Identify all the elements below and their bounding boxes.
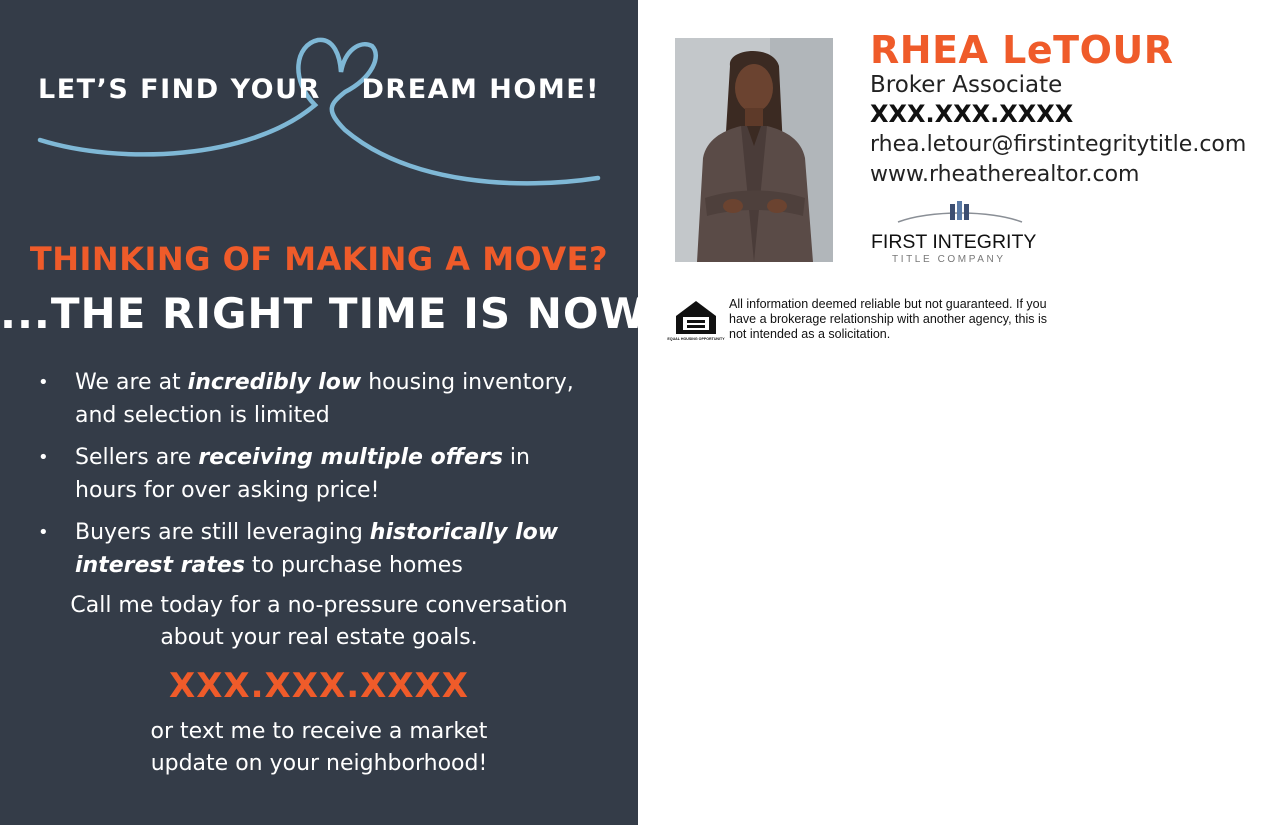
bullet-emphasis: incredibly low: [187, 370, 362, 395]
text-me-line: or text me to receive a market: [150, 719, 488, 744]
right-time-heading: ...THE RIGHT TIME IS NOW!: [0, 289, 668, 338]
agent-email[interactable]: rhea.letour@firstintegritytitle.com: [870, 132, 1247, 157]
bullet-text: to purchase homes: [244, 553, 463, 578]
bullet-emphasis: historically low interest rates: [75, 520, 559, 578]
agent-title: Broker Associate: [870, 72, 1063, 98]
agent-website[interactable]: www.rheatherealtor.com: [870, 162, 1140, 187]
bullet-text: Sellers are: [75, 445, 199, 470]
disclaimer: All information deemed reliable but not guaranteed. If you have a brokerage relationship with another agency, this is not intended as a solicitation.: [729, 297, 1048, 341]
bullet-list: [32, 366, 592, 591]
bullet-icon: •: [38, 522, 49, 543]
agent-name: RHEA LeTOUR: [870, 28, 1174, 72]
agent-phone: XXX.XXX.XXXX: [870, 100, 1074, 128]
logo-line2: TITLE COMPANY: [892, 254, 1006, 265]
bullet-emphasis: receiving multiple offers: [198, 445, 503, 470]
list-item: [32, 516, 592, 582]
logo-line1: FIRST INTEGRITY: [871, 231, 1037, 253]
headline-left: LET’S FIND YOUR: [38, 74, 321, 105]
bullet-text: We are at: [75, 370, 188, 395]
list-item: [32, 366, 592, 432]
headline-right: DREAM HOME!: [361, 74, 600, 105]
equal-housing-icon: [667, 298, 725, 344]
equal-housing-text: EQUAL HOUSING OPPORTUNITY: [667, 337, 725, 341]
bullet-text: Buyers are still leveraging: [75, 520, 370, 545]
heart-swoosh-icon: [0, 0, 638, 210]
list-item: [32, 441, 592, 507]
title-company-logo: [870, 200, 1050, 266]
call-to-action: [0, 590, 638, 654]
text-me-line: update on your neighborhood!: [150, 751, 488, 776]
bullet-icon: •: [38, 447, 49, 468]
agent-photo: [675, 38, 833, 262]
bullet-text: in hours for over asking price!: [75, 445, 530, 503]
cta-phone: XXX.XXX.XXXX: [169, 666, 469, 706]
question-heading: THINKING OF MAKING A MOVE?: [29, 240, 609, 278]
bullet-icon: •: [38, 372, 49, 393]
text-me-message: [0, 716, 638, 780]
call-line: Call me today for a no-pressure conversation: [70, 593, 568, 618]
agent-portrait-illustration: [675, 38, 833, 262]
call-line: about your real estate goals.: [160, 625, 478, 650]
bullet-text: housing inventory, and selection is limited: [75, 370, 574, 428]
